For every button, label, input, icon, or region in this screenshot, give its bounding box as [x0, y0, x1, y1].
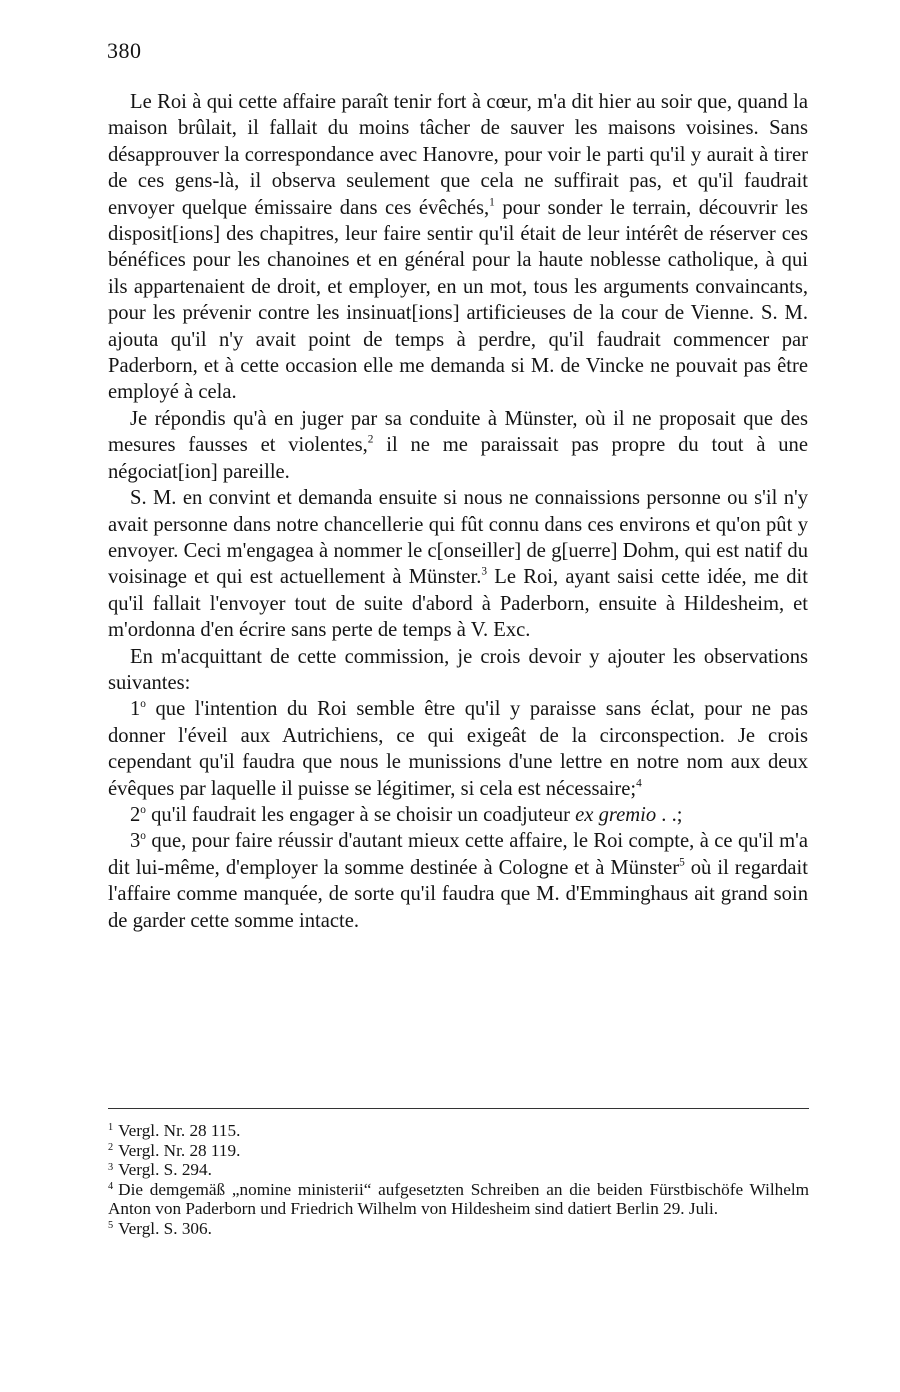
footnote-number: 1 — [108, 1122, 114, 1134]
footnote-text: Vergl. Nr. 28 115. — [118, 1121, 241, 1140]
text-run: il ne me paraissait pas propre du tout à une négociat[ion] pareille. — [108, 434, 808, 483]
footnotes — [108, 1121, 809, 1239]
paragraph — [108, 89, 808, 406]
ordinal-mark: o — [140, 698, 146, 711]
text-run: Le Roi à qui cette affaire paraît tenir fort à cœur, m'a dit hier au soir que, quand la maison brûlait, il fallait du moins tâcher de sauver les maisons voisines. Sans désapprouver la correspondance avec Hanovre, pour voir le parti qu'il y aurait à tirer de ces gens-là, il observa seulement que cela ne suffirait pas, et qu'il faudrait envoyer quelque émissaire dans ces évêchés, — [108, 91, 808, 219]
text-run: 1 — [130, 698, 141, 721]
paragraph — [108, 802, 808, 828]
footnote-number: 4 — [108, 1181, 114, 1193]
text-run: Je répondis qu'à en juger par sa conduite à Münster, où il ne proposait que des mesures fausses et violentes, — [108, 407, 808, 457]
footnote-ref: 5 — [679, 856, 685, 869]
footnote-divider — [108, 1108, 809, 1109]
text-run: pour sonder le terrain, découvrir les disposit[ions] des chapitres, leur faire sentir qu'il était de leur intérêt de réserver ces bénéfices pour les chanoines et en général pour la haute noblesse catholique, à qui ils appartenaient de droit, et employer, en un mot, tous les arguments convaincants, pour les prévenir contre les insinuat[ions] artificieuses de la cour de Vienne. S. M. ajouta qu'il n'y avait point de temps à perdre, qu'il faudrait commencer par Paderborn, et à cette occasion elle me demanda si M. de Vincke ne pouvait pas être employé à cela. — [108, 196, 809, 404]
footnote-number: 2 — [108, 1141, 114, 1153]
paragraph — [108, 696, 808, 802]
text-run: où il regardait l'affaire comme manquée, de sorte qu'il faudra que M. d'Emminghaus ait grand soin de garder cette somme intacte. — [108, 856, 808, 932]
footnote-ref: 4 — [636, 777, 642, 790]
body-text — [108, 89, 808, 934]
footnote — [108, 1121, 809, 1141]
paragraph — [108, 644, 808, 697]
text-run: que l'intention du Roi semble être qu'il y paraisse sans éclat, pour ne pas donner l'éveil aux Autrichiens, ce qui exigeât de la circonspection. Je crois cependant qu'il faudra que nous le munissions d'une lettre en notre nom aux deux évêques par laquelle il puisse se légitimer, si cela est nécessaire; — [108, 698, 808, 800]
text-run: S. M. en convint et demanda ensuite si nous ne connaissions personne ou s'il n'y avait personne dans notre chancellerie qui fût connu dans ces environs et qu'on pût y envoyer. Ceci m'engagea à nommer le c[onseiller] de g[uerre] Dohm, qui est natif du voisinage et qui est actuellement à Münster. — [108, 487, 808, 589]
text-run: 2 — [130, 803, 141, 826]
text-run: Le Roi, ayant saisi cette idée, me dit qu'il fallait l'envoyer tout de suite d'abord à Paderborn, ensuite à Hildesheim, et m'ordonna d'en écrire sans perte de temps à V. Exc. — [108, 566, 808, 642]
footnote — [108, 1219, 809, 1239]
text-run: 3 — [130, 830, 141, 853]
footnote-text: Vergl. Nr. 28 119. — [118, 1140, 241, 1160]
italic-text: ex gremio — [575, 803, 657, 826]
footnote — [108, 1141, 809, 1161]
ordinal-mark: o — [140, 804, 146, 817]
footnote-text: Vergl. S. 294. — [118, 1160, 212, 1180]
footnote-number: 5 — [108, 1220, 114, 1232]
text-run: . .; — [656, 803, 683, 826]
page-number: 380 — [107, 38, 142, 63]
footnote-ref: 2 — [367, 433, 374, 446]
paragraph — [108, 485, 808, 643]
text-run: que, pour faire réussir d'autant mieux cette affaire, le Roi compte, à ce qu'il m'a dit lui-même, d'employer la somme destinée à Cologne et à Münster — [108, 830, 808, 879]
footnote-ref: 1 — [489, 196, 495, 209]
footnote-text: Die demgemäß „nomine ministerii“ aufgesetzten Schreiben an die beiden Fürstbischöfe Wilhelm Anton von Paderborn und Friedrich Wilhelm von Hildesheim sind datiert Berlin 29. Juli. — [108, 1179, 809, 1219]
ordinal-mark: o — [140, 830, 146, 843]
footnote-number: 3 — [108, 1161, 114, 1173]
footnote-ref: 3 — [481, 565, 488, 578]
footnote — [108, 1180, 809, 1219]
paragraph — [108, 828, 808, 934]
text-run: En m'acquittant de cette commission, je crois devoir y ajouter les observations suivantes: — [108, 645, 808, 694]
footnote-text: Vergl. S. 306. — [118, 1218, 212, 1238]
footnote — [108, 1160, 809, 1180]
text-run: qu'il faudrait les engager à se choisir un coadjuteur — [145, 803, 576, 826]
paragraph — [108, 406, 808, 485]
